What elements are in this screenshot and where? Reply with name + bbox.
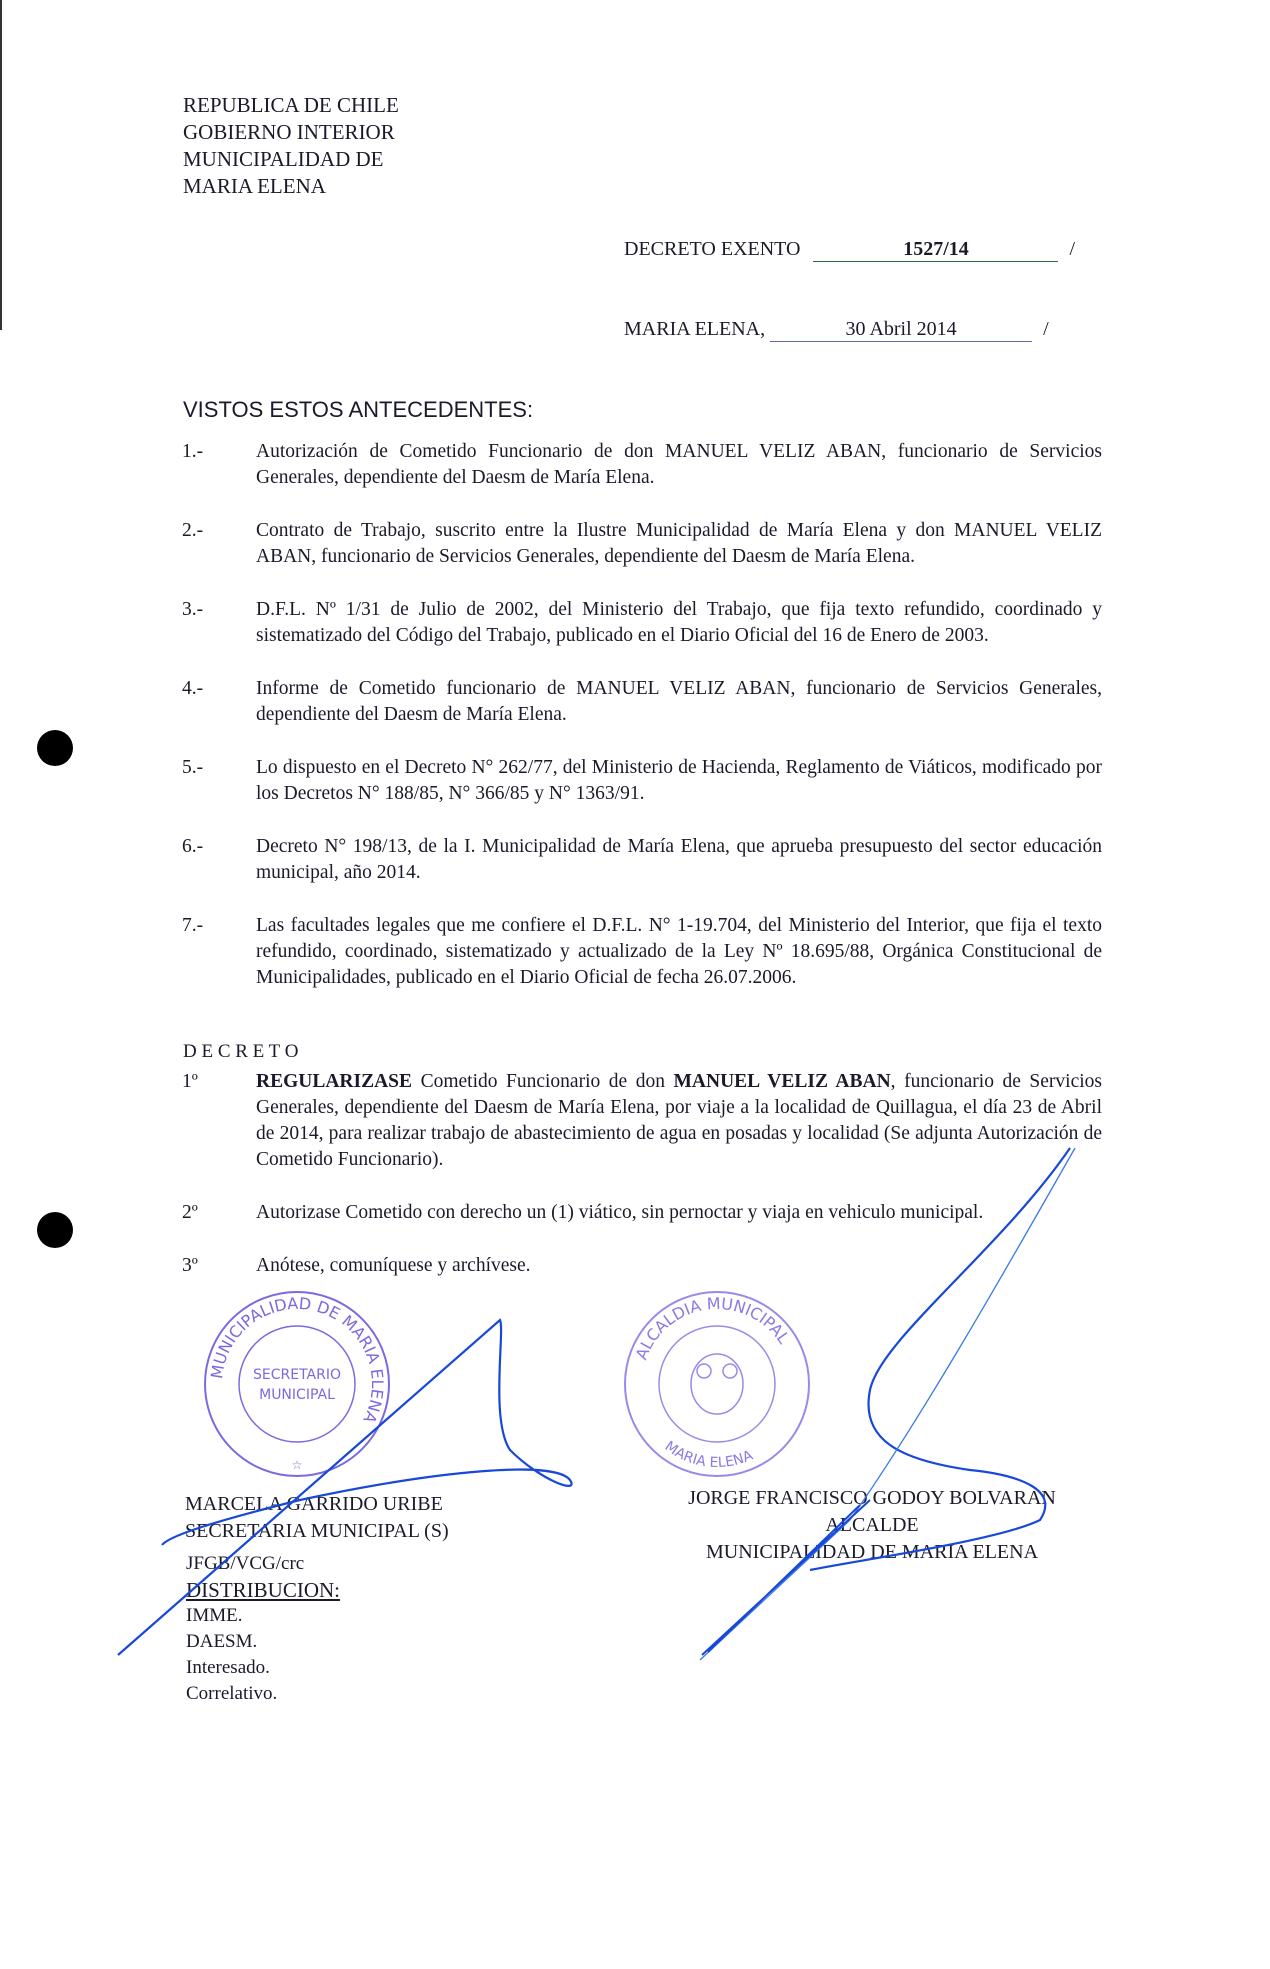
distribution-item: DAESM. (186, 1631, 258, 1652)
signatory-name: JORGE FRANCISCO GODOY BOLVARAN (688, 1487, 1056, 1509)
item-number: 1º (182, 1071, 198, 1092)
letterhead-line: GOBIERNO INTERIOR (183, 120, 395, 144)
vistos-item (182, 834, 1102, 886)
punch-hole (37, 1212, 73, 1248)
item-text: Autorización de Cometido Funcionario de don MANUEL VELIZ ABAN, funcionario de Servicios Generales, dependiente del Daesm de María Elena. (256, 441, 1102, 488)
item-number: 4.- (182, 678, 204, 699)
right-signature-block (652, 1485, 1092, 1566)
distribution-block (186, 1551, 1102, 1707)
signatory-org: MUNICIPALIDAD DE MARIA ELENA (705, 1541, 1039, 1563)
item-text: Cometido Funcionario de don (412, 1071, 674, 1092)
item-text: D.F.L. Nº 1/31 de Julio de 2002, del Ministerio del Trabajo, que fija texto refundido, coordinado y sistematizado del Código del Trabajo, publicado en el Diario Oficial del 16 de Enero de 2003. (256, 599, 1102, 646)
vistos-item (182, 518, 1102, 570)
svg-text:ALCALDIA MUNICIPAL (632, 1294, 794, 1362)
place: MARIA ELENA, (624, 318, 766, 340)
initials: JFGB/VCG/crc (186, 1553, 305, 1574)
coat-of-arms-icon (691, 1354, 743, 1414)
vistos-item (182, 913, 1102, 991)
item-number: 6.- (182, 836, 204, 857)
decree-number: 1527/14 (813, 238, 1058, 262)
star-icon: ☆ (291, 1458, 303, 1472)
municipal-secretary-stamp (202, 1289, 392, 1479)
item-text: Lo dispuesto en el Decreto N° 262/77, del Ministerio de Hacienda, Reglamento de Viáticos, modificado por los Decretos N° 188/85, N° 366/85 y N° 1363/91. (256, 757, 1102, 804)
decree-date: 30 Abril 2014 (770, 318, 1032, 342)
decree-date-line (624, 318, 1049, 342)
vistos-item (182, 755, 1102, 807)
item-text: Contrato de Trabajo, suscrito entre la Ilustre Municipalidad de María Elena y don MANUEL VELIZ ABAN, funcionario de Servicios Generales, dependiente del Daesm de María Elena. (256, 520, 1102, 567)
letterhead-line: MUNICIPALIDAD DE (183, 147, 384, 171)
decreto-item (182, 1069, 1102, 1173)
bold-text: MANUEL VELIZ ABAN (673, 1071, 891, 1092)
item-number: 5.- (182, 757, 204, 778)
item-text: , funcionario de Servicios Generales, dependiente del Daesm de María Elena, por viaje a la localidad de Quillagua, el día 23 de Abril de 2014, para realizar trabajo de abastecimiento de agua en posadas y localidad (Se adjunta Autorización de Cometido Funcionario). (256, 1071, 1102, 1170)
stamp-ring-text: ALCALDIA MUNICIPAL (631, 1293, 794, 1363)
decree-label: DECRETO EXENTO (624, 238, 801, 260)
vistos-item (182, 676, 1102, 728)
stamp-center-text: MUNICIPAL (259, 1387, 335, 1403)
item-text: Autorizase Cometido con derecho un (1) viático, sin pernoctar y viaja en vehiculo municipal. (256, 1202, 984, 1223)
distribution-item: Correlativo. (186, 1683, 278, 1704)
bold-text: REGULARIZASE (256, 1071, 413, 1092)
stamp-ring-text: MUNICIPALIDAD DE MARIA ELENA (207, 1293, 388, 1427)
distribution-item: IMME. (186, 1605, 243, 1626)
distribution-item: Interesado. (186, 1657, 270, 1678)
slash: / (1043, 318, 1049, 340)
decreto-item (182, 1253, 1102, 1279)
left-scan-edge (0, 0, 2, 330)
document-body (182, 397, 1102, 1707)
signatory-title: SECRETARIA MUNICIPAL (S) (185, 1520, 449, 1542)
vistos-item (182, 439, 1102, 491)
vistos-item (182, 597, 1102, 649)
letterhead-line: REPUBLICA DE CHILE (183, 93, 399, 117)
decreto-item (182, 1200, 1102, 1226)
left-signature-block (185, 1491, 449, 1545)
item-number: 3.- (182, 599, 204, 620)
distribution-title: DISTRIBUCION: (186, 1578, 341, 1602)
stamp-bottom-text: MARIA ELENA (661, 1438, 756, 1472)
stamp-center-text: SECRETARIO (253, 1367, 341, 1383)
item-number: 2.- (182, 520, 204, 541)
decree-number-line (624, 238, 1075, 262)
item-number: 2º (182, 1202, 198, 1223)
letterhead (183, 92, 399, 200)
item-number: 7.- (182, 915, 204, 936)
item-number: 1.- (182, 441, 204, 462)
item-text: Anótese, comuníquese y archívese. (256, 1255, 531, 1276)
vistos-title: VISTOS ESTOS ANTECEDENTES: (183, 397, 534, 422)
punch-hole (37, 730, 73, 766)
letterhead-line: MARIA ELENA (183, 174, 326, 198)
item-text: Las facultades legales que me confiere el D.F.L. N° 1-19.704, del Ministerio del Interior, que fija el texto refundido, coordinado, sistematizado y actualizado de la Ley Nº 18.695/88, Orgánica Constitucional de Municipalidades, publicado en el Diario Oficial de fecha 26.07.2006. (256, 915, 1102, 988)
signatory-name: MARCELA GARRIDO URIBE (185, 1493, 443, 1515)
item-text: Decreto N° 198/13, de la I. Municipalidad de María Elena, que aprueba presupuesto del sector educación municipal, año 2014. (256, 836, 1102, 883)
svg-text:MUNICIPALIDAD DE MARIA ELENA (207, 1294, 387, 1426)
item-text: Informe de Cometido funcionario de MANUEL VELIZ ABAN, funcionario de Servicios Generales, dependiente del Daesm de María Elena. (256, 678, 1102, 725)
signatory-title: ALCALDE (825, 1514, 919, 1536)
decreto-title: D E C R E T O (183, 1041, 299, 1062)
item-number: 3º (182, 1255, 198, 1276)
slash: / (1069, 238, 1076, 260)
mayor-stamp (622, 1289, 812, 1479)
signature-area (182, 1289, 1102, 1563)
